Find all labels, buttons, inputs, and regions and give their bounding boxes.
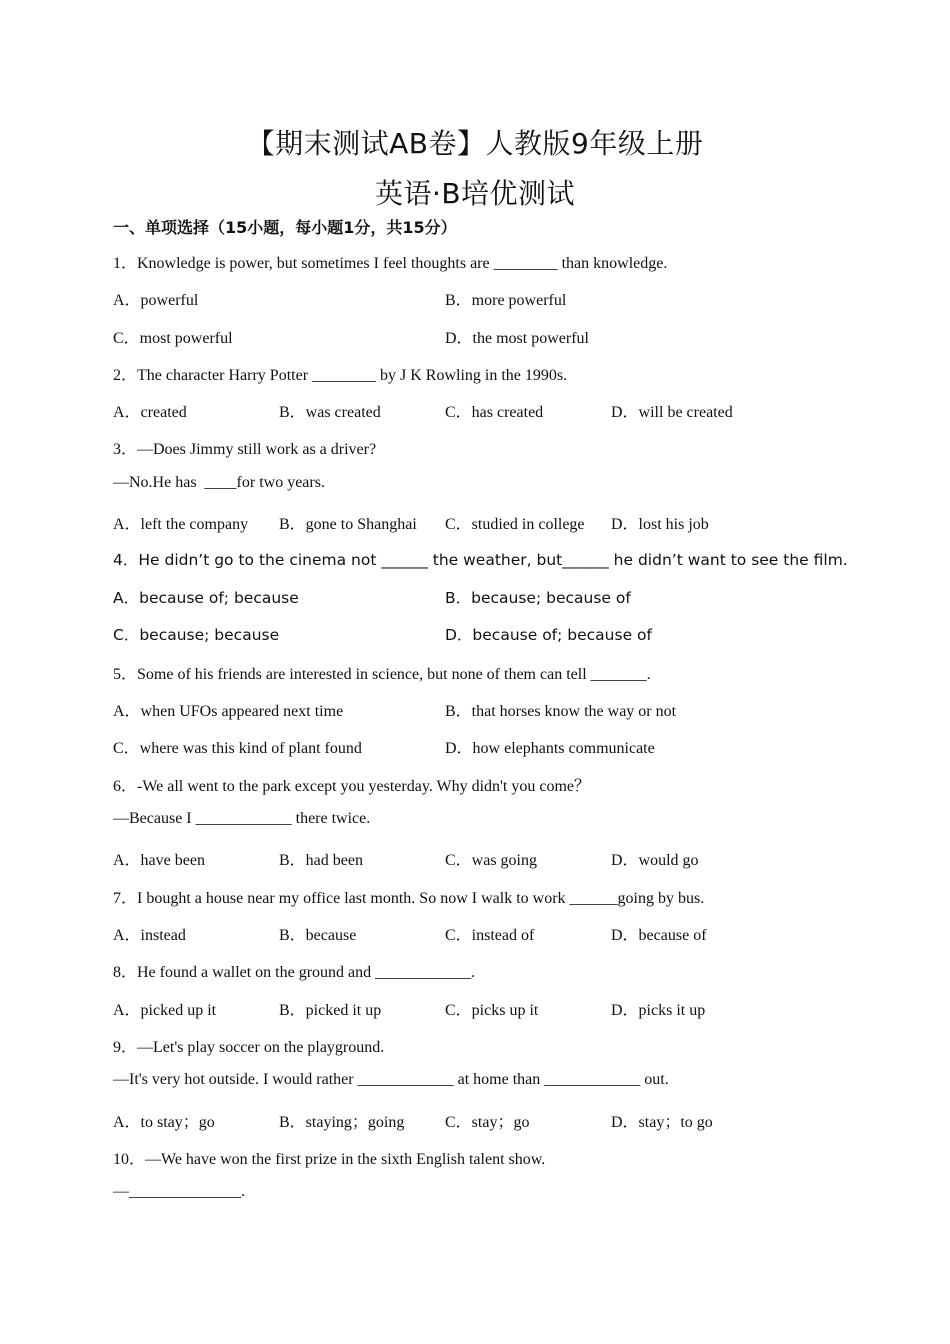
question-4-option-a: A．because of; because <box>113 589 299 607</box>
question-1-stem: 1．Knowledge is power, but sometimes I feel thoughts are ________ than knowledge. <box>113 255 668 272</box>
question-9-option-b: B．staying；going <box>279 1114 405 1131</box>
question-8-option-b: B．picked it up <box>279 1002 382 1019</box>
question-6-stem-line2: —Because I ____________ there twice. <box>113 810 371 827</box>
question-7-stem: 7．I bought a house near my office last month. So now I walk to work ______going by bus. <box>113 890 705 907</box>
question-1-option-b: B．more powerful <box>445 292 567 309</box>
question-3-option-a: A．left the company <box>113 516 249 533</box>
question-10-stem-line2: —______________. <box>113 1183 245 1200</box>
question-2-option-c: C．has created <box>445 404 544 421</box>
question-3-option-d: D．lost his job <box>611 516 709 533</box>
question-6-option-c: C．was going <box>445 852 538 869</box>
question-10-stem: 10．—We have won the first prize in the sixth English talent show. <box>113 1151 546 1168</box>
question-2-option-d: D．will be created <box>611 404 733 421</box>
question-2-option-a: A．created <box>113 404 187 421</box>
question-7-option-b: B．because <box>279 927 357 944</box>
question-7-option-c: C．instead of <box>445 927 535 944</box>
question-9-option-d: D．stay；to go <box>611 1114 713 1131</box>
question-9-stem: 9．—Let's play soccer on the playground. <box>113 1039 385 1056</box>
question-3-stem-line2: —No.He has ____for two years. <box>113 474 325 491</box>
question-6-option-b: B．had been <box>279 852 363 869</box>
document-subtitle: 英语·B培优测试 <box>374 177 576 210</box>
question-5-option-d: D．how elephants communicate <box>445 740 655 757</box>
question-8-option-c: C．picks up it <box>445 1002 539 1019</box>
question-1-option-a: A．powerful <box>113 292 199 309</box>
question-6-stem: 6．-We all went to the park except you yesterday. Why didn't you come？ <box>113 778 591 795</box>
question-7-option-a: A．instead <box>113 927 186 944</box>
question-9-option-c: C．stay；go <box>445 1114 530 1131</box>
question-8-stem: 8．He found a wallet on the ground and ____________. <box>113 964 476 981</box>
question-8-option-d: D．picks it up <box>611 1002 706 1019</box>
question-4-option-b: B．because; because of <box>445 589 631 607</box>
question-3-option-c: C．studied in college <box>445 516 585 533</box>
question-9-option-a: A．to stay；go <box>113 1114 215 1131</box>
question-4-stem: 4．He didn’t go to the cinema not ______ the weather, but______ he didn’t want to see the film. <box>113 551 848 569</box>
question-8-option-a: A．picked up it <box>113 1002 217 1019</box>
question-3-option-b: B．gone to Shanghai <box>279 516 417 533</box>
question-4-option-d: D．because of; because of <box>445 626 652 644</box>
question-5-option-b: B．that horses know the way or not <box>445 703 677 720</box>
question-5-option-a: A．when UFOs appeared next time <box>113 703 344 720</box>
document-title: 【期末测试AB卷】人教版9年级上册 <box>246 127 704 160</box>
question-2-stem: 2．The character Harry Potter ________ by J K Rowling in the 1990s. <box>113 367 568 384</box>
question-6-option-a: A．have been <box>113 852 205 869</box>
question-3-stem: 3．—Does Jimmy still work as a driver? <box>113 441 377 458</box>
question-7-option-d: D．because of <box>611 927 707 944</box>
question-2-option-b: B．was created <box>279 404 381 421</box>
question-9-stem-line2: —It's very hot outside. I would rather ____________ at home than ____________ out. <box>113 1071 669 1088</box>
question-5-option-c: C．where was this kind of plant found <box>113 740 362 757</box>
question-5-stem: 5．Some of his friends are interested in science, but none of them can tell _______. <box>113 666 651 683</box>
question-4-option-c: C．because; because <box>113 626 280 644</box>
section-heading: 一、单项选择（15小题，每小题1分，共15分） <box>113 218 457 237</box>
question-1-option-c: C．most powerful <box>113 330 233 347</box>
question-6-option-d: D．would go <box>611 852 699 869</box>
question-1-option-d: D．the most powerful <box>445 330 589 347</box>
